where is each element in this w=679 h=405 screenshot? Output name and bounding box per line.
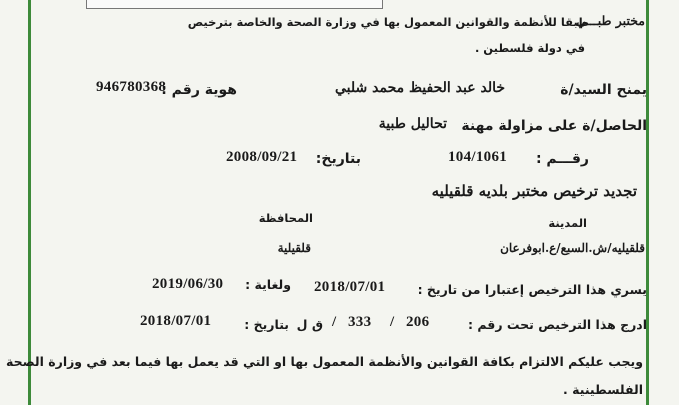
profession: تحاليل طبية [378,116,447,132]
governorate-label: المحافظة [258,211,313,225]
id-label: هوية رقم : [161,82,237,98]
closing-line-1: ويجب عليكم الالتزام بكافة القوانين والأنظمة المعمول بها او التي قد يعمل بها فيما بعد في وزارة الصحة [6,354,643,369]
renewal-text: تجديد ترخيص مختبر بلديه قلقيليه [431,182,637,200]
registered-label: ادرج هذا الترخيص تحت رقم : [468,317,647,332]
license-date: 2008/09/21 [226,149,298,165]
intro-line: طبقا للأنظمة والقوانين المعمول بها في وزارة الصحة والخاصة بترخيص [187,15,589,29]
date-label: بتاريخ: [315,151,361,167]
top-box [86,0,383,9]
city-label: المدينة [548,216,587,230]
valid-from: 2018/07/01 [314,279,386,295]
green-border-right [646,0,649,405]
closing-line-2: الفلسطينية . [563,382,643,397]
reg-number-2: 333 [348,314,372,330]
governorate: قلقيلية [277,241,311,255]
reg-date: 2018/07/01 [140,313,212,329]
valid-from-label: يسري هذا الترخيص إعتبارا من تاريخ : [417,282,647,297]
holder-label: الحاصل/ة على مزاولة مهنة [461,118,647,134]
reg-ql: ق ل [296,317,323,332]
valid-to: 2019/06/30 [152,276,224,292]
reg-number-1: 206 [406,314,430,330]
reg-date-label: بتاريخ : [244,317,289,332]
reg-slash-1: / [390,314,395,330]
grant-label: يمنح السيد/ة [560,82,647,98]
number-label: رقـــم : [535,151,589,167]
id-number: 946780368 [96,79,167,95]
license-number: 104/1061 [448,149,508,165]
valid-to-label: ولغاية : [245,277,291,292]
green-border-left [28,0,31,405]
lab-type: مختبر طبـــي [576,13,645,28]
person-name: خالد عبد الحفيظ محمد شلبي [335,80,505,96]
address: قلقيليه/ش.السبع/ع.ابوفرعان [500,241,645,255]
intro-line-2: في دولة فلسطين . [474,41,585,55]
reg-slash-2: / [332,314,337,330]
